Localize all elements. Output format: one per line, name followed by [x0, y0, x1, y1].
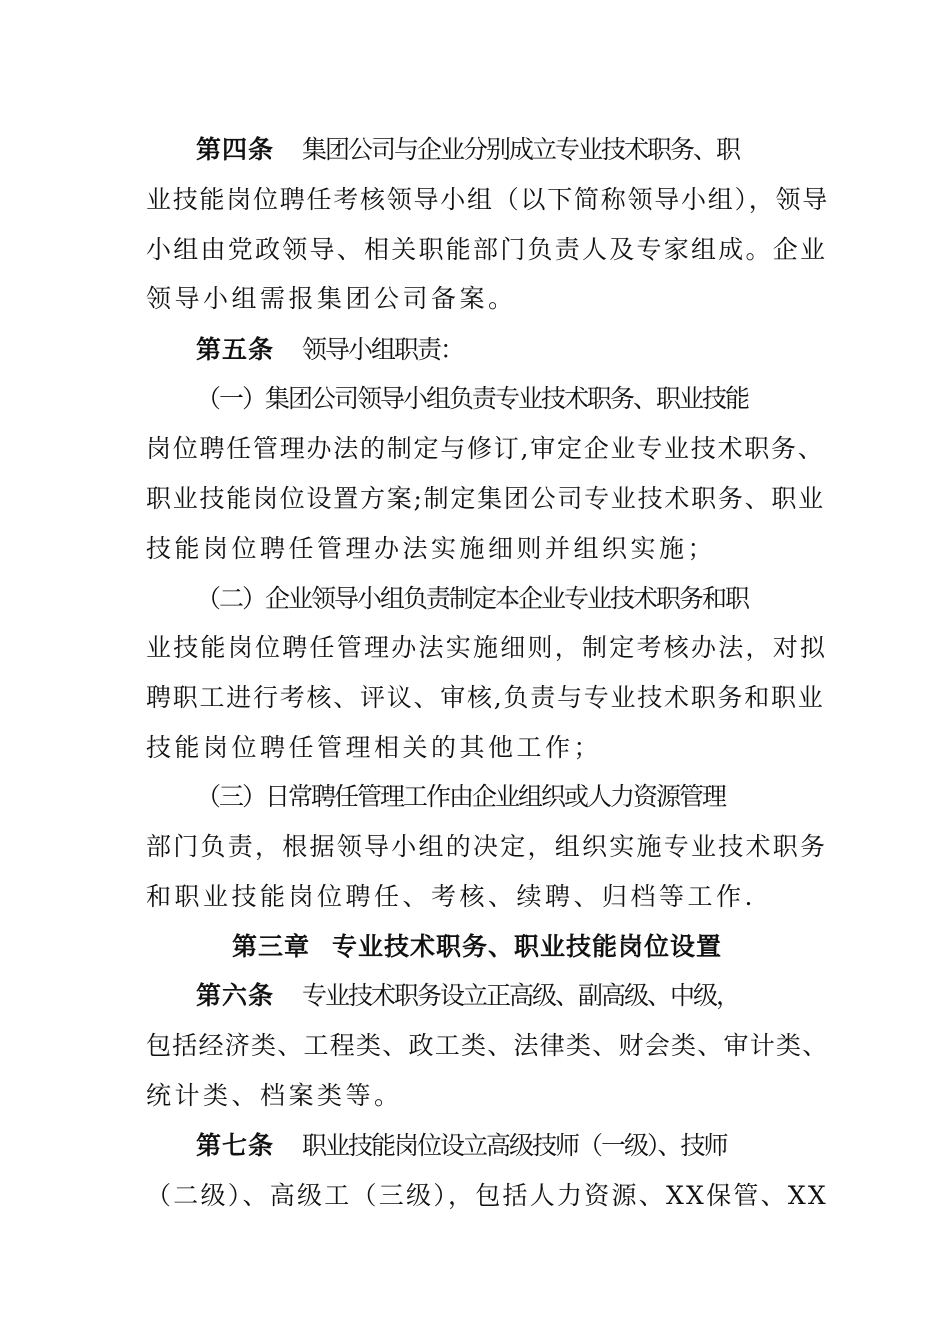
article-5-item-1-line-3: 职业技能岗位设置方案;制定集团公司专业技术职务、职业: [146, 484, 825, 513]
article-5-item-1-line-2: 岗位聘任管理办法的制定与修订,审定企业专业技术职务、: [146, 434, 825, 463]
article-5-item-2-line-1: （二）企业领导小组负责制定本企业专业技术职务和职: [196, 584, 749, 613]
article-5-item-2-line-2: 业技能岗位聘任管理办法实施细则，制定考核办法，对拟: [146, 633, 828, 662]
article-5-text: 领导小组职责：: [302, 335, 464, 364]
article-6-line-3: 统计类、档案类等。: [146, 1081, 403, 1110]
article-7-text: 职业技能岗位设立高级技师（一级）、技师: [302, 1131, 727, 1160]
article-7-label: 第七条: [196, 1131, 275, 1160]
article-7-line-2: （二级）、高级工（三级），包括人力资源、XX保管、XX: [146, 1181, 828, 1210]
article-5-item-1-line-4: 技能岗位聘任管理办法实施细则并组织实施；: [146, 534, 717, 563]
article-4-first-line: [196, 134, 876, 166]
chapter-3-heading: [232, 931, 722, 963]
article-6-line-2: 包括经济类、工程类、政工类、法律类、财会类、审计类、: [146, 1031, 829, 1060]
chapter-3-title: 专业技术职务、职业技能岗位设置: [332, 932, 723, 961]
article-5-item-2-line-3: 聘职工进行考核、评议、审核,负责与专业技术职务和职业: [146, 683, 825, 712]
article-6-first-line: [196, 980, 876, 1012]
article-5-label: 第五条: [196, 335, 275, 364]
article-6-text: 专业技术职务设立正高级、副高级、中级，: [302, 981, 740, 1010]
article-4-label: 第四条: [196, 135, 275, 164]
article-4-line-3: 小组由党政领导、相关职能部门负责人及专家组成。企业: [146, 235, 828, 264]
article-5-item-3-line-3: 和职业技能岗位聘任、考核、续聘、归档等工作.: [146, 882, 756, 911]
chapter-3-label: 第三章: [232, 932, 311, 961]
article-5-item-3-line-1: （三）日常聘任管理工作由企业组织或人力资源管理: [196, 782, 726, 811]
article-7-first-line: [196, 1130, 876, 1162]
article-4-text: 集团公司与企业分别成立专业技术职务、职: [302, 135, 740, 164]
article-5-item-3-line-2: 部门负责，根据领导小组的决定，组织实施专业技术职务: [146, 832, 828, 861]
article-5-first-line: [196, 334, 876, 366]
article-5-item-1-line-1: （一）集团公司领导小组负责专业技术职务、职业技能: [196, 384, 749, 413]
article-6-label: 第六条: [196, 981, 275, 1010]
article-4-line-2: 业技能岗位聘任考核领导小组（以下简称领导小组），领导: [146, 185, 830, 214]
article-5-item-2-line-4: 技能岗位聘任管理相关的其他工作；: [146, 733, 603, 762]
article-4-line-4: 领导小组需报集团公司备案。: [146, 284, 517, 313]
